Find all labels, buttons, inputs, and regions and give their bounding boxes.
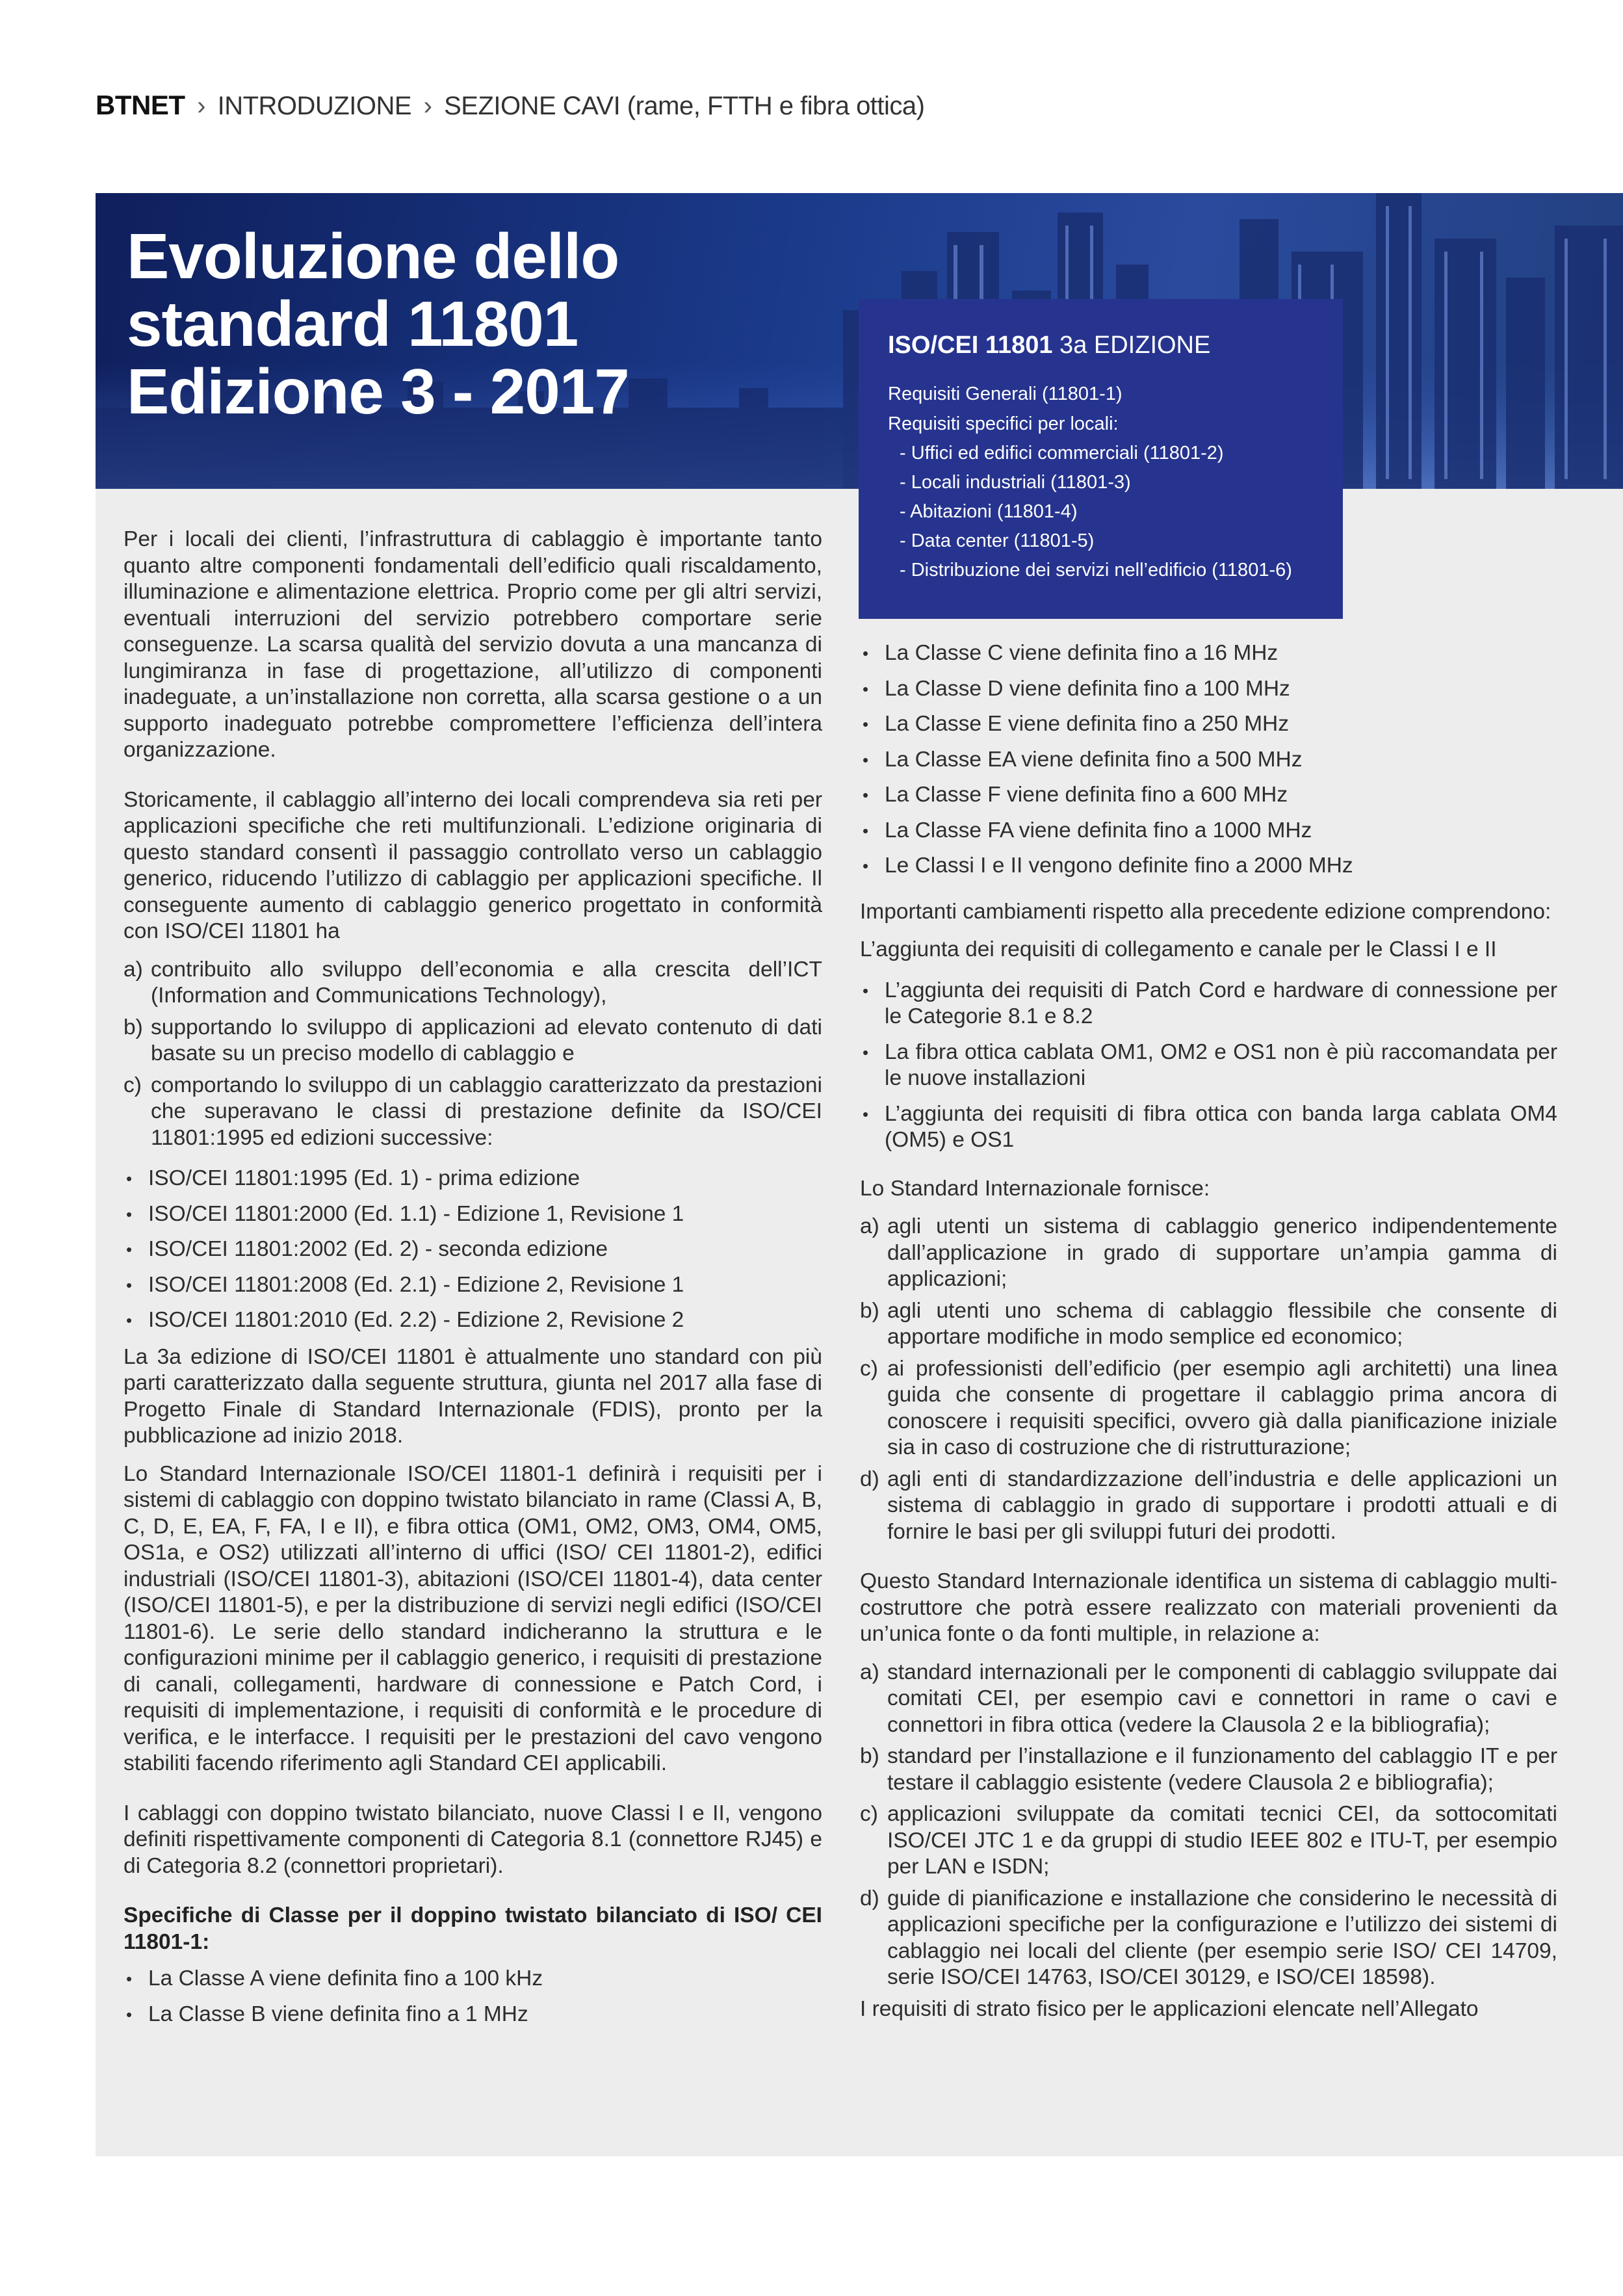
paragraph: Questo Standard Internazionale identifica un sistema di cablaggio multi-costruttore che potrà essere realizzato con materiali provenienti da un’unica fonte o da fonti multiple, in relazione a: bbox=[860, 1569, 1557, 1646]
list-item: • La Classe F viene definita fino a 600 MHz bbox=[860, 782, 1557, 809]
list-item: • ISO/CEI 11801:2008 (Ed. 2.1) - Edizione 2, Revisione 1 bbox=[123, 1272, 822, 1299]
page-title bbox=[127, 222, 777, 425]
list-item: • La Classe D viene definita fino a 100 MHz bbox=[860, 676, 1557, 703]
info-box-line: Requisiti specifici per locali: bbox=[888, 413, 1119, 434]
paragraph: Per i locali dei clienti, l’infrastruttura di cablaggio è importante tanto quanto altre componenti fondamentali dell’edificio quali riscaldamento, illuminazione e alimentazione elettrica. Proprio come per gli altri servizi, eventuali interruzioni del servizio potrebbero comportare serie conseguenze. La scarsa qualità del servizio dovuta a una mancanza di lungimiranza in fase di progettazione, all’utilizzo di componenti inadeguate, a un’installazione non corretta, alla scarsa gestione o a un supporto inadeguato potrebbe compromettere l’efficienza dell’intera organizzazione. bbox=[123, 527, 822, 762]
chevron-right-icon: › bbox=[423, 92, 432, 120]
list-item: • Le Classi I e II vengono definite fino a 2000 MHz bbox=[860, 853, 1557, 880]
list-item: • L’aggiunta dei requisiti di Patch Cord e hardware di connessione per le Categorie 8.1 e 8.2 bbox=[860, 978, 1557, 1030]
list-item: • ISO/CEI 11801:2002 (Ed. 2) - seconda edizione bbox=[123, 1236, 822, 1263]
page-title-line: standard 11801 bbox=[127, 288, 578, 359]
list-item: d) agli enti di standardizzazione dell’industria e delle applicazioni un sistema di cablaggio in grado di supportare i prodotti attuali e di fornire le basi per gli sviluppi futuri dei prodotti. bbox=[860, 1467, 1557, 1544]
list-item: a) contribuito allo sviluppo dell’economia e alla crescita dell’ICT (Information and Communications Technology), bbox=[123, 957, 822, 1008]
iso-info-box bbox=[859, 299, 1343, 619]
lettered-list bbox=[860, 1214, 1557, 1545]
class-list bbox=[123, 1966, 822, 2028]
left-column bbox=[123, 527, 822, 2038]
info-box-line: Requisiti Generali (11801-1) bbox=[888, 384, 1123, 404]
paragraph: La 3a edizione di ISO/CEI 11801 è attualmente uno standard con più parti caratterizzato dalla seguente struttura, giunta nel 2017 alla fase di Progetto Finale di Standard Internazionale (FDIS), pronto per la pubblicazione ad inizio 2018. bbox=[123, 1344, 822, 1448]
list-item: • La Classe C viene definita fino a 16 MHz bbox=[860, 640, 1557, 667]
breadcrumb-item-sezione-cavi[interactable]: SEZIONE CAVI (rame, FTTH e fibra ottica) bbox=[444, 92, 925, 120]
changes-list bbox=[860, 978, 1557, 1154]
paragraph: Importanti cambiamenti rispetto alla precedente edizione comprendono: bbox=[860, 899, 1552, 924]
paragraph: I requisiti di strato fisico per le applicazioni elencate nell’Allegato bbox=[860, 1996, 1479, 2021]
info-box-item: - Abitazioni (11801-4) bbox=[900, 501, 1078, 522]
list-item: a) standard internazionali per le componenti di cablaggio sviluppate dai comitati CEI, per esempio cavi e connettori in rame o cavi e connettori in fibra ottica (vedere la Clausola 2 e la bibliografia); bbox=[860, 1660, 1557, 1737]
chevron-right-icon: › bbox=[197, 92, 205, 120]
list-item: c) ai professionisti dell’edificio (per esempio agli architetti) una linea guida che consente di progettare il cablaggio prima ancora di conoscere i requisiti specifici, ovvero già dalla pianificazione iniziale sia in caso di costruzione che di ristrutturazione; bbox=[860, 1356, 1557, 1459]
list-item: c) applicazioni sviluppate da comitati tecnici CEI, da sottocomitati ISO/CEI JTC 1 e da gruppi di studio IEEE 802 e ITU-T, per esempio per LAN e ISDN; bbox=[860, 1802, 1557, 1879]
list-item: • L’aggiunta dei requisiti di fibra ottica con banda larga cablata OM4 (OM5) e OS1 bbox=[860, 1101, 1557, 1154]
list-item: b) agli utenti uno schema di cablaggio flessibile che consente di apportare modifiche in modo semplice ed economico; bbox=[860, 1298, 1557, 1349]
paragraph: L’aggiunta dei requisiti di collegamento e canale per le Classi I e II bbox=[860, 937, 1497, 961]
list-item: d) guide di pianificazione e installazione che considerino le necessità di applicazioni specifiche per la configurazione e l’utilizzo dei sistemi di cablaggio nei locali del cliente (per esempio serie ISO/ CEI 14709, serie ISO/CEI 14763, ISO/CEI 30129, e ISO/CEI 18598). bbox=[860, 1886, 1557, 1989]
list-item: • La Classe A viene definita fino a 100 kHz bbox=[123, 1966, 822, 1992]
paragraph: Lo Standard Internazionale fornisce: bbox=[860, 1176, 1210, 1201]
list-item: • La fibra ottica cablata OM1, OM2 e OS1 non è più raccomandata per le nuove installazioni bbox=[860, 1039, 1557, 1092]
list-item: • La Classe E viene definita fino a 250 MHz bbox=[860, 711, 1557, 738]
list-item: b) standard per l’installazione e il funzionamento del cablaggio IT e per testare il cablaggio esistente (vedere Clausola 2 e bibliografia); bbox=[860, 1744, 1557, 1795]
lettered-list bbox=[860, 1660, 1557, 1991]
breadcrumb bbox=[96, 90, 925, 121]
list-item: b) supportando lo sviluppo di applicazioni ad elevato contenuto di dati basate su un preciso modello di cablaggio e bbox=[123, 1015, 822, 1065]
info-box-item: - Uffici ed edifici commerciali (11801-2) bbox=[900, 443, 1224, 463]
list-item: • La Classe FA viene definita fino a 1000 MHz bbox=[860, 818, 1557, 844]
class-list bbox=[860, 640, 1557, 880]
list-item: c) comportando lo sviluppo di un cablaggio caratterizzato da prestazioni che superavano le classi di prestazione definite da ISO/CEI 11801:1995 ed edizioni successive: bbox=[123, 1073, 822, 1150]
breadcrumb-brand[interactable]: BTNET bbox=[96, 90, 185, 120]
info-box-item: - Data center (11801-5) bbox=[900, 530, 1095, 551]
right-column bbox=[860, 640, 1557, 2046]
list-item: • La Classe EA viene definita fino a 500 MHz bbox=[860, 747, 1557, 774]
info-box-item: - Locali industriali (11801-3) bbox=[900, 472, 1131, 493]
lettered-list bbox=[123, 957, 822, 1152]
list-item: • ISO/CEI 11801:2000 (Ed. 1.1) - Edizione 1, Revisione 1 bbox=[123, 1201, 822, 1228]
paragraph: I cablaggi con doppino twistato bilanciato, nuove Classi I e II, vengono definiti rispettivamente componenti di Categoria 8.1 (connettore RJ45) e di Categoria 8.2 (connettori proprietari). bbox=[123, 1801, 822, 1878]
paragraph: Storicamente, il cablaggio all’interno dei locali comprendeva sia reti per applicazioni specifiche che reti multifunzionali. L’edizione originaria di questo standard consentì il passaggio controllato verso un cablaggio generico, riducendo l’utilizzo di cablaggio per applicazioni specifiche. Il conseguente aumento di cablaggio generico progettato in conformità con ISO/CEI 11801 ha bbox=[123, 787, 822, 943]
list-item: • ISO/CEI 11801:1995 (Ed. 1) - prima edizione bbox=[123, 1166, 822, 1192]
paragraph: Lo Standard Internazionale ISO/CEI 11801-1 definirà i requisiti per i sistemi di cablaggio con doppino twistato bilanciato in rame (Classi A, B, C, D, E, EA, F, FA, I e II), e fibra ottica (OM1, OM2, OM3, OM4, OM5, OS1a, e OS2) utilizzati all’interno di uffici (ISO/ CEI 11801-2), edifici industriali (ISO/CEI 11801-3), abitazioni (ISO/CEI 11801-4), data center (ISO/CEI 11801-5), e per la distribuzione di servizi negli edifici (ISO/CEI 11801-6). Le serie dello standard indicheranno la struttura e le configurazioni minime per il cablaggio generico, i requisiti di prestazione di canali, collegamenti, hardware di connessione e Patch Cord, i requisiti di implementazione, i requisiti di conformità e le procedure di verifica, e le interfacce. I requisiti per le prestazioni del cavo vengono stabiliti facendo riferimento agli Standard CEI applicabili. bbox=[123, 1461, 822, 1775]
page-title-line: Edizione 3 - 2017 bbox=[127, 356, 629, 427]
list-item: a) agli utenti un sistema di cablaggio generico indipendentemente dall’applicazione in grado di supportare un’ampia gamma di applicazioni; bbox=[860, 1214, 1557, 1291]
info-box-title: ISO/CEI 11801 3a EDIZIONE bbox=[888, 332, 1211, 359]
list-item: • La Classe B viene definita fino a 1 MHz bbox=[123, 2002, 822, 2028]
info-box-item: - Distribuzione dei servizi nell’edificio (11801-6) bbox=[900, 560, 1292, 581]
page-title-line: Evoluzione dello bbox=[127, 220, 619, 292]
breadcrumb-item-introduzione[interactable]: INTRODUZIONE bbox=[217, 92, 412, 120]
list-item: • ISO/CEI 11801:2010 (Ed. 2.2) - Edizione 2, Revisione 2 bbox=[123, 1307, 822, 1334]
section-subheading: Specifiche di Classe per il doppino twistato bilanciato di ISO/ CEI 11801-1: bbox=[123, 1903, 822, 1954]
editions-list bbox=[123, 1166, 822, 1334]
